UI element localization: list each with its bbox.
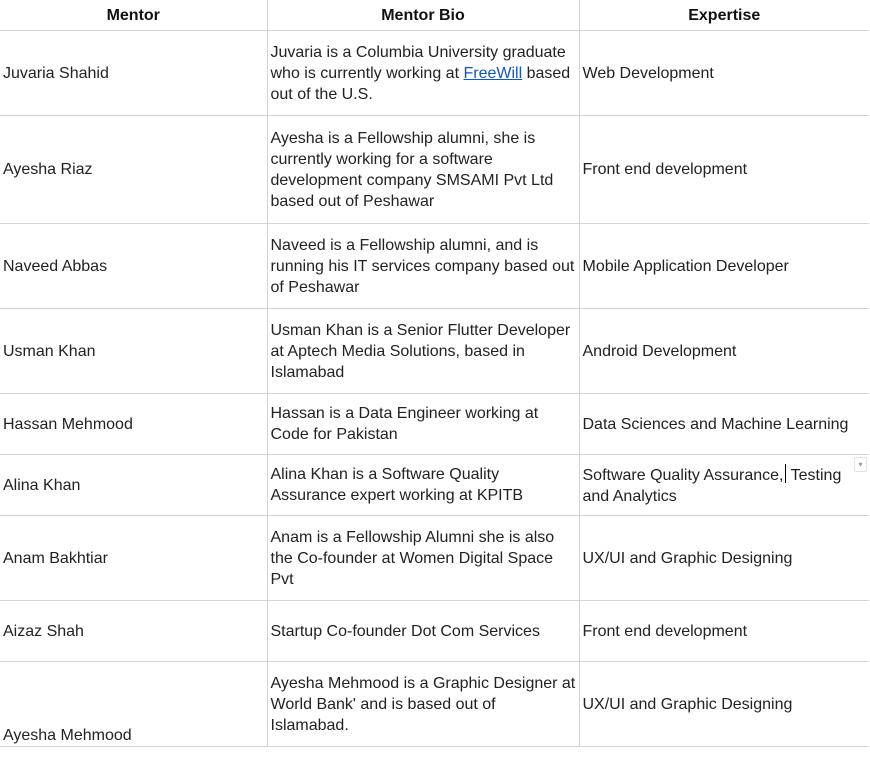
table-row [0, 224, 869, 309]
table-row [0, 116, 869, 224]
table-row [0, 309, 869, 394]
bio-text: based out of the U.S. [270, 64, 571, 103]
table-row [0, 31, 869, 116]
bio-cell[interactable]: Ayesha is a Fellowship alumni, she is currently working for a software development company SMSAMI Pvt Ltd based out of Peshawar [267, 116, 579, 224]
bio-cell[interactable]: Anam is a Fellowship Alumni she is also the Co-founder at Women Digital Space Pvt [267, 516, 579, 601]
expertise-cell[interactable]: UX/UI and Graphic Designing [579, 662, 869, 747]
expertise-text-part: Testing and Analytics [582, 466, 842, 505]
mentor-cell[interactable]: Naveed Abbas [0, 224, 267, 309]
bio-cell[interactable]: Startup Co-founder Dot Com Services [267, 601, 579, 662]
freewill-link[interactable]: FreeWill [463, 64, 523, 82]
expertise-cell-active[interactable] [579, 455, 869, 516]
header-row [0, 0, 869, 31]
mentor-cell[interactable]: Anam Bakhtiar [0, 516, 267, 601]
table-row [0, 601, 869, 662]
bio-cell[interactable]: Naveed is a Fellowship alumni, and is running his IT services company based out of Peshawar [267, 224, 579, 309]
expertise-cell[interactable]: Front end development [579, 116, 869, 224]
bio-text: Juvaria is a Columbia University graduate who is currently working at [270, 43, 566, 82]
expertise-text [583, 467, 842, 505]
table-row [0, 662, 869, 747]
expertise-cell[interactable]: UX/UI and Graphic Designing [579, 516, 869, 601]
mentor-cell[interactable]: Aizaz Shah [0, 601, 267, 662]
mentor-cell[interactable]: Ayesha Riaz [0, 116, 267, 224]
header-mentor[interactable]: Mentor [0, 0, 267, 31]
expertise-cell[interactable]: Front end development [579, 601, 869, 662]
table-row [0, 455, 869, 516]
chevron-down-icon[interactable]: ▾ [854, 457, 867, 472]
bio-cell[interactable] [267, 31, 579, 116]
bio-cell[interactable]: Alina Khan is a Software Quality Assurance expert working at KPITB [267, 455, 579, 516]
bio-cell[interactable]: Usman Khan is a Senior Flutter Developer at Aptech Media Solutions, based in Islamabad [267, 309, 579, 394]
bio-cell[interactable]: Ayesha Mehmood is a Graphic Designer at World Bank' and is based out of Islamabad. [267, 662, 579, 747]
table-row [0, 516, 869, 601]
expertise-cell[interactable]: Mobile Application Developer [579, 224, 869, 309]
bio-cell[interactable]: Hassan is a Data Engineer working at Code for Pakistan [267, 394, 579, 455]
expertise-text-part: Software Quality Assurance, [582, 466, 784, 484]
mentor-cell[interactable]: Juvaria Shahid [0, 31, 267, 116]
table-row [0, 394, 869, 455]
expertise-cell[interactable]: Web Development [579, 31, 869, 116]
expertise-cell[interactable]: Android Development [579, 309, 869, 394]
mentor-cell[interactable]: Ayesha Mehmood [0, 662, 267, 747]
mentor-cell[interactable]: Hassan Mehmood [0, 394, 267, 455]
mentor-cell[interactable]: Alina Khan [0, 455, 267, 516]
expertise-cell[interactable]: Data Sciences and Machine Learning [579, 394, 869, 455]
header-expertise[interactable]: Expertise [579, 0, 869, 31]
mentor-cell[interactable]: Usman Khan [0, 309, 267, 394]
header-mentor-bio[interactable]: Mentor Bio [267, 0, 579, 31]
